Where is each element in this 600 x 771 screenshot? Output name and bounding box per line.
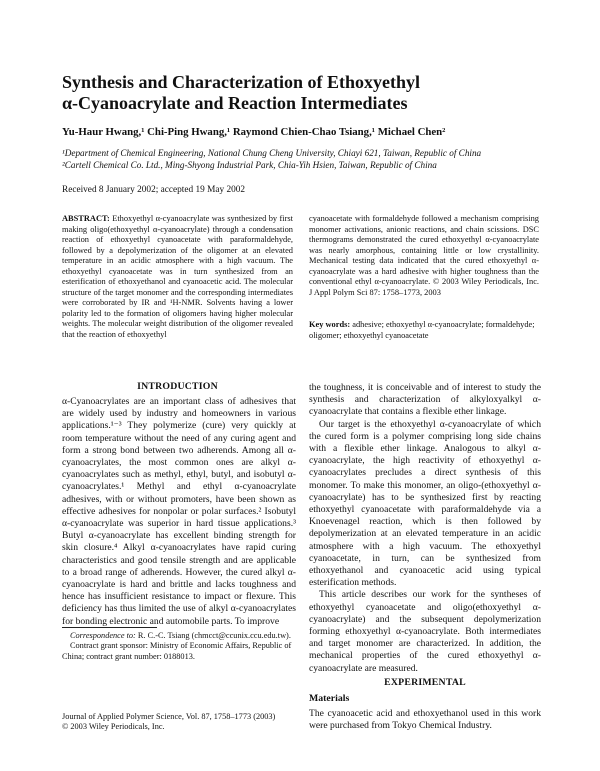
correspondence-text: R. C.-C. Tsiang (chmcct@ccunix.ccu.edu.tw). (137, 631, 291, 640)
footnotes (62, 631, 296, 662)
abstract-left-column (62, 214, 293, 340)
correspondence-label: Correspondence to: (70, 631, 136, 640)
keywords-label: Key words: (309, 320, 351, 329)
footnote-divider (62, 627, 157, 628)
title-line-2: α-Cyanoacrylate and Reaction Intermediates (62, 93, 408, 113)
introduction-paragraph-2: Our target is the ethoxyethyl α-cyanoacrylate of which the cured form is a polymer comprising long side chains with a flexible ether linkage. Analogous to alkyl α-cyanoacrylate, the high reactivity of ethoxyethyl α-cyanoacrylates precludes a direct synthesis of this monomer. To make this monomer, an oligo-(ethoxyethyl α-cyanoacrylate) has to be synthesized first by reacting ethoxyethyl cyanoacetate with paraformaldehyde via a Knoevenagel reaction, which is then followed by depolymerization at an elevated temperature in an acidic atmosphere with a high vacuum. The ethoxyethyl cyanoacetate, in turn, can be synthesized from ethoxyethanol and cyanoacetic acid using typical esterification methods. (309, 418, 541, 589)
journal-line-2: © 2003 Wiley Periodicals, Inc. (62, 722, 165, 732)
journal-line-1: Journal of Applied Polymer Science, Vol. 87, 1758–1773 (2003) (62, 712, 276, 721)
introduction-left-column (62, 396, 296, 628)
abstract-text-left: Ethoxyethyl α-cyanoacrylate was synthesized by first making oligo(ethoxyethyl α-cyanoacrylate) through a condensation reaction of ethoxyethyl cyanoacetate with paraformaldehyde, followed by a depolymerization of the oligomer at an elevated temperature in an acidic atmosphere with a high vacuum. The ethoxyethyl cyanoacetate was in turn synthesized from an esterification of ethoxyethanol and cyanoacetic acid. The molecular structure of the target monomer and the corresponding intermediates were corroborated by IR and ¹H-NMR. Solvents having a lower polarity led to the formation of oligomers having higher molecular weights. The molecular weight distribution of the oligomer revealed that the reaction of ethoxyethyl (62, 214, 294, 339)
received-date: Received 8 January 2002; accepted 19 May 2002 (62, 185, 246, 195)
materials-subheading: Materials (309, 693, 350, 704)
affiliation-1: ¹Department of Chemical Engineering, National Chung Cheng University, Chiayi 621, Taiwan, Republic of China (62, 148, 482, 158)
introduction-paragraph-3: This article describes our work for the syntheses of ethoxyethyl cyanoacetate and oligo(ethoxyethyl α-cyanoacrylate) and the subsequent depolymerization forming ethoxyethyl α-cyanoacrylate. Both intermediates and target monomer are characterized. In addition, the mechanical properties of the cured ethoxyethyl α-cyanoacrylate are measured. (309, 589, 541, 674)
affiliations (62, 148, 562, 171)
keywords (309, 320, 539, 341)
experimental-heading: EXPERIMENTAL (384, 677, 466, 688)
abstract-label: ABSTRACT: (62, 214, 110, 223)
correspondence-note (62, 631, 296, 641)
affiliation-2: ²Cartell Chemical Co. Ltd., Ming-Shyong Industrial Park, Chia-Yih Hsien, Taiwan, Republic of China (62, 159, 437, 170)
introduction-heading: INTRODUCTION (137, 381, 218, 392)
materials-text: The cyanoacetic acid and ethoxyethanol used in this work were purchased from Tokyo Chemical Industry. (309, 708, 541, 732)
grant-sponsor-note: Contract grant sponsor: Ministry of Economic Affairs, Republic of China; contract grant number: 0188013. (62, 641, 292, 661)
keywords-text: adhesive; ethoxyethyl α-cyanoacrylate; formaldehyde; oligomer; ethoxyethyl cyanoacetate (309, 320, 535, 340)
introduction-paragraph-1: α-Cyanoacrylates are an important class of adhesives that are widely used by industry and homeowners in various applications.¹⁻³ They polymerize (cure) very quickly at room temperature without the need of any curing agent and form a strong bond between two adherends. Among all α-cyanoacrylates, the most common ones are alkyl α-cyanoacrylates such as methyl, ethyl, butyl, and isobutyl α-cyanoacrylates.¹ Methyl and ethyl α-cyanoacrylate adhesives, with or without promoters, have been shown as effective adhesives for nonpolar or polar surfaces.² Isobutyl α-cyanoacrylate was superior in hard tissue applications.³ Butyl α-cyanoacrylate has excellent binding strength for skin closure.⁴ Alkyl α-cyanoacrylates have rapid curing characteristics and good tensile strength and are applicable to a broad range of adherends. However, the cured alkyl α-cyanoacrylate is hard and brittle and lacks toughness and hence has insufficient resistance to impact or flexure. This deficiency has thus limited the use of alkyl α-cyanoacrylates for bonding electronic and automobile parts. To improve (62, 396, 296, 627)
abstract-right-column (309, 214, 539, 298)
article-title (62, 72, 542, 114)
title-line-1: Synthesis and Characterization of Ethoxyethyl (62, 72, 421, 92)
introduction-right-column (309, 382, 541, 675)
journal-citation (62, 712, 302, 733)
author-list: Yu-Haur Hwang,¹ Chi-Ping Hwang,¹ Raymond Chien-Chao Tsiang,¹ Michael Chen² (62, 126, 446, 138)
abstract-text-right: cyanoacetate with formaldehyde followed a mechanism comprising monomer activations, anionic reactions, and chain scissions. DSC thermograms demonstrated the cured ethoxyethyl α-cyanoacrylate was nearly amorphous, containing little or low crystallinity. Mechanical testing data indicated that the cured ethoxyethyl α-cyanoacrylate was a hard adhesive with higher toughness than the conventional ethyl α-cyanoacrylate. © 2003 Wiley Periodicals, Inc. J Appl Polym Sci 87: 1758–1773, 2003 (309, 214, 539, 297)
introduction-paragraph-continued: the toughness, it is conceivable and of interest to study the synthesis and characterization of alkyloxyalkyl α-cyanoacrylate that contains a flexible ether linkage. (309, 382, 541, 418)
